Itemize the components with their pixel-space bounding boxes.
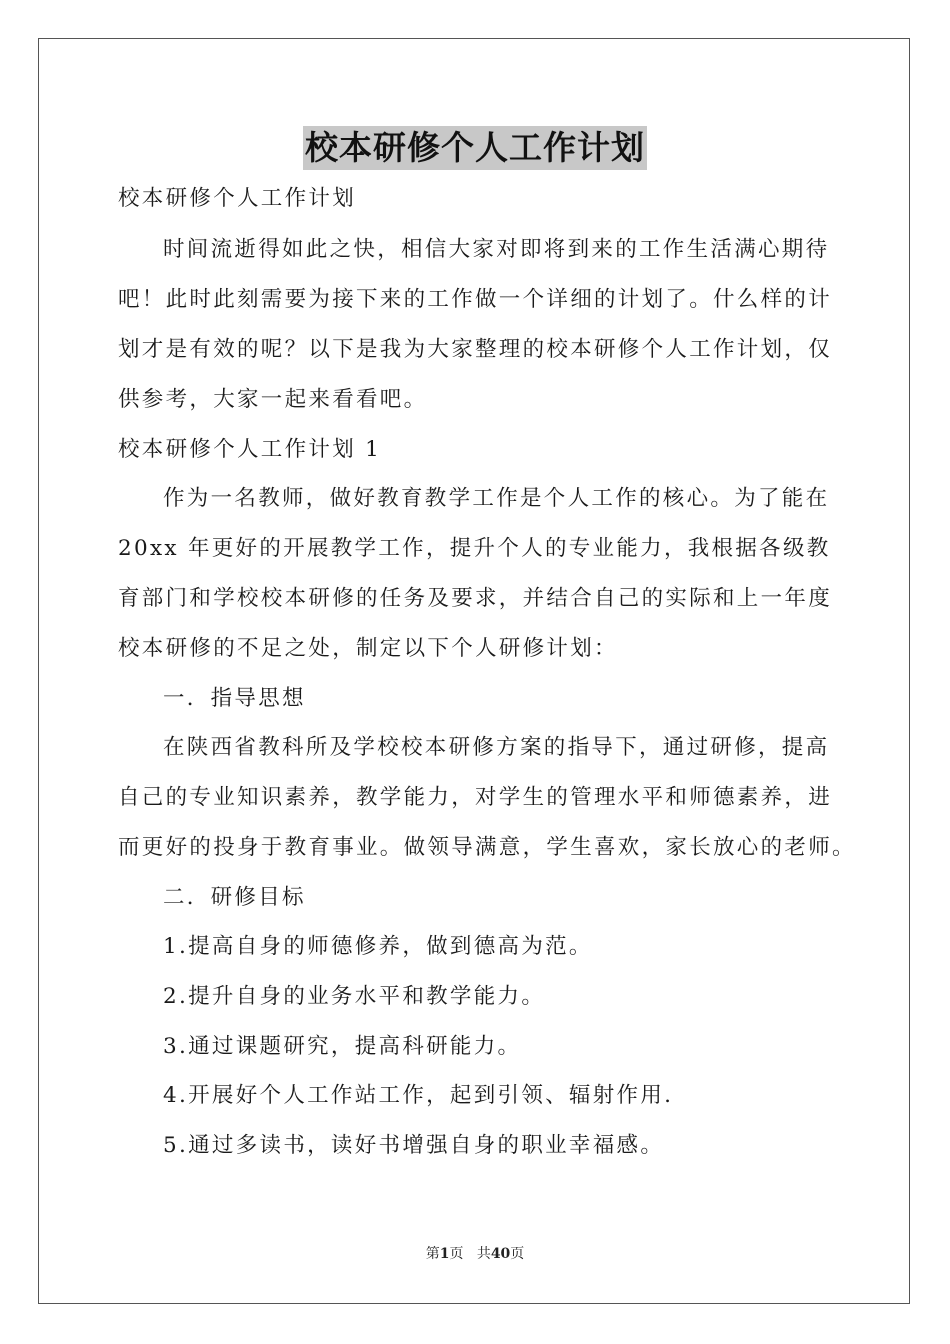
paragraph-line: 校本研修的不足之处，制定以下个人研修计划：: [118, 636, 618, 661]
paragraph-line: 作为一名教师，做好教育教学工作是个人工作的核心。为了能在: [163, 486, 830, 511]
footer-page-prefix: 第: [425, 1246, 440, 1262]
goal-item: 4.开展好个人工作站工作，起到引领、辐射作用.: [163, 1083, 674, 1108]
intro-line: 供参考，大家一起来看看吧。: [118, 387, 428, 412]
paragraph-line: 在陕西省教科所及学校校本研修方案的指导下，通过研修，提高: [163, 735, 830, 760]
subsection-heading: 二．研修目标: [163, 885, 306, 910]
title-container: [0, 126, 950, 170]
paragraph-line: 自己的专业知识素养，教学能力，对学生的管理水平和师德素养，进: [118, 785, 833, 810]
footer-total-suffix: 页: [510, 1246, 525, 1262]
footer-page-suffix: 页: [449, 1246, 464, 1262]
goal-item: 1.提高自身的师德修养，做到德高为范。: [163, 934, 593, 959]
goal-item: 3.通过课题研究，提高科研能力。: [163, 1034, 522, 1059]
paragraph-line: 而更好的投身于教育事业。做领导满意，学生喜欢，家长放心的老师。: [118, 835, 856, 860]
page-footer: [0, 1244, 950, 1264]
document-title: 校本研修个人工作计划: [303, 126, 647, 170]
section-heading: 校本研修个人工作计划 1: [118, 437, 382, 462]
paragraph-line: 20xx 年更好的开展教学工作，提升个人的专业能力，我根据各级教: [118, 536, 831, 561]
intro-line: 吧！此时此刻需要为接下来的工作做一个详细的计划了。什么样的计: [118, 287, 833, 312]
goal-item: 5.通过多读书，读好书增强自身的职业幸福感。: [163, 1133, 665, 1158]
paragraph-line: 育部门和学校校本研修的任务及要求，并结合自己的实际和上一年度: [118, 586, 833, 611]
subsection-heading: 一．指导思想: [163, 686, 306, 711]
footer-total-prefix: 共: [476, 1246, 491, 1262]
document-subtitle: 校本研修个人工作计划: [118, 186, 357, 211]
intro-line: 时间流逝得如此之快，相信大家对即将到来的工作生活满心期待: [163, 237, 830, 262]
footer-page-total: 40: [490, 1246, 511, 1262]
page-border: [38, 38, 910, 1304]
goal-item: 2.提升自身的业务水平和教学能力。: [163, 984, 546, 1009]
intro-line: 划才是有效的呢？以下是我为大家整理的校本研修个人工作计划，仅: [118, 337, 833, 362]
footer-page-current: 1: [439, 1246, 450, 1262]
